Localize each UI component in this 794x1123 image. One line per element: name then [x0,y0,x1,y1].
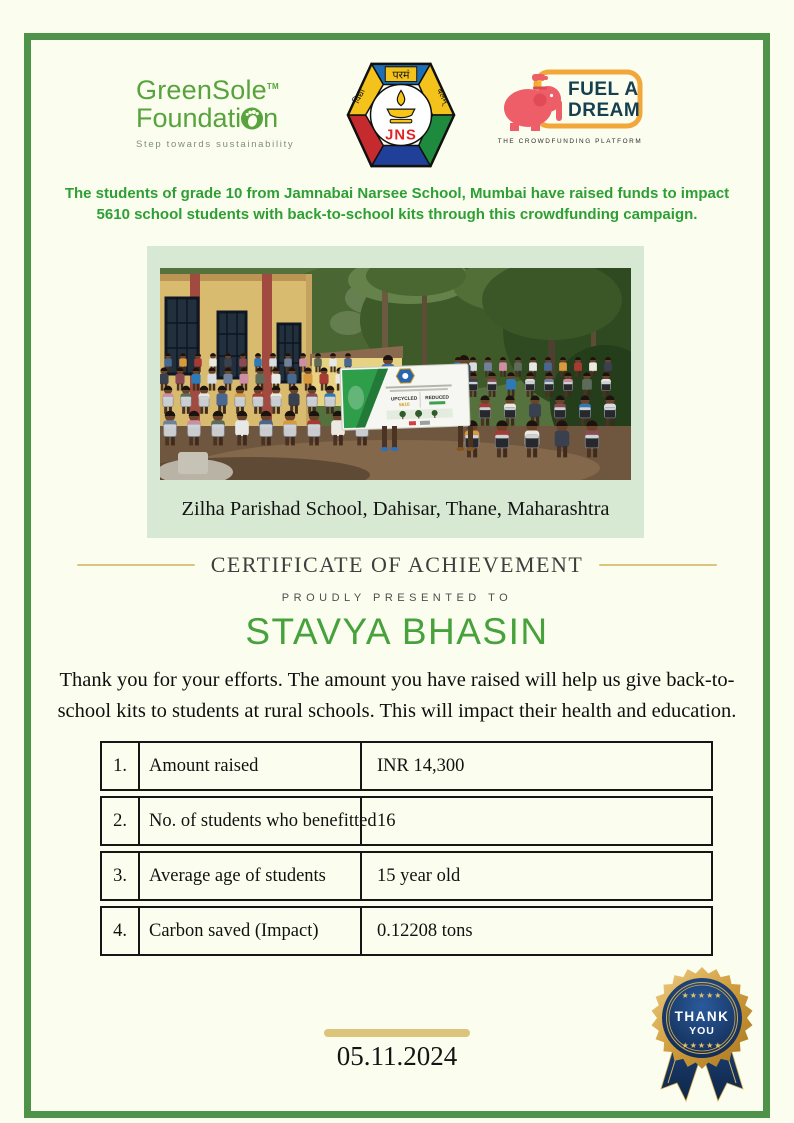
photo-card [147,246,644,538]
foundation-text-a: Foundati [136,103,242,133]
banner-upcycled-value: 5610 [398,402,410,409]
fuel-a-dream-graphic [494,66,646,152]
row-value: 15 year old [377,865,461,886]
row-label: No. of students who benefitted [140,798,362,844]
row-label: Carbon saved (Impact) [140,908,362,954]
banner-reduced-label: REDUCED [425,395,450,402]
jns-motto-top: परमं [392,68,410,82]
fad-line2: DREAM [568,100,641,121]
stats-row-2 [100,796,713,846]
foundation-text-b: n [263,103,279,133]
stats-row-3 [100,851,713,901]
badge-you: YOU [689,1025,715,1037]
presented-to-label: PROUDLY PRESENTED TO [281,592,513,604]
row-number: 1. [102,743,140,789]
badge-thank: THANK [674,1009,730,1024]
greensole-foundation [136,103,306,136]
jns-motto-left: विद्या [352,87,368,106]
row-value: 0.12208 tons [377,920,473,941]
badge-stars-top: ★★★★★ [681,991,723,1000]
thank-you-message [0,665,794,726]
intro-paragraph [40,183,754,225]
row-value: 16 [377,810,396,831]
stats-row-4 [100,906,713,956]
row-number: 2. [102,798,140,844]
intro-line2: 5610 school students with back-to-school kits through this crowdfunding campaign. [96,206,698,223]
message-line1: Thank you for your efforts. The amount you have raised will help us give back-to- [59,669,735,691]
row-number: 4. [102,908,140,954]
recipient-name: STAVYA BHASIN [245,611,549,652]
row-number: 3. [102,853,140,899]
elephant-piggybank-icon [504,74,562,131]
row-label: Average age of students [140,853,362,899]
jns-school-logo [342,56,460,174]
badge-stars-bottom: ★★★★★ [681,1041,723,1050]
certificate-title-row [0,552,794,578]
jns-hexagon-emblem [342,56,460,174]
date-divider-bar [324,1029,470,1037]
award-ribbon-icon [642,961,762,1111]
stats-row-1 [100,741,713,791]
campaign-banner [340,364,470,430]
title-divider-left [77,564,195,566]
fad-line1: FUEL A [568,79,639,100]
row-label: Amount raised [140,743,362,789]
message-line2: school kits to students at rural schools. This will impact their health and education. [57,699,737,722]
banner-upcycled-label: UPCYCLED [390,396,418,403]
school-children-photo [160,268,631,480]
intro-line1: The students of grade 10 from Jamnabai Narsee School, Mumbai have raised funds to impact [64,185,730,202]
photo-caption: Zilha Parishad School, Dahisar, Thane, Maharashtra [181,498,610,520]
fuel-a-dream-logo [494,66,646,152]
greensole-tagline: Step towards sustainability [136,139,295,150]
impact-stats-table [100,741,713,961]
jns-motto-right: बलम् [434,86,451,106]
fad-tagline: THE CROWDFUNDING PLATFORM [497,138,643,145]
trademark-mark: TM [266,82,279,91]
thank-you-badge [642,961,762,1111]
certificate-title: CERTIFICATE OF ACHIEVEMENT [210,552,584,577]
title-divider-right [599,564,717,566]
greensole-logo [136,74,306,150]
row-value: INR 14,300 [377,755,465,776]
certificate-date: 05.11.2024 [336,1041,458,1071]
greensole-name-text: GreenSole [136,75,267,105]
greensole-name [136,74,306,103]
footprint-icon [241,106,263,136]
jns-initials: JNS [385,127,417,144]
